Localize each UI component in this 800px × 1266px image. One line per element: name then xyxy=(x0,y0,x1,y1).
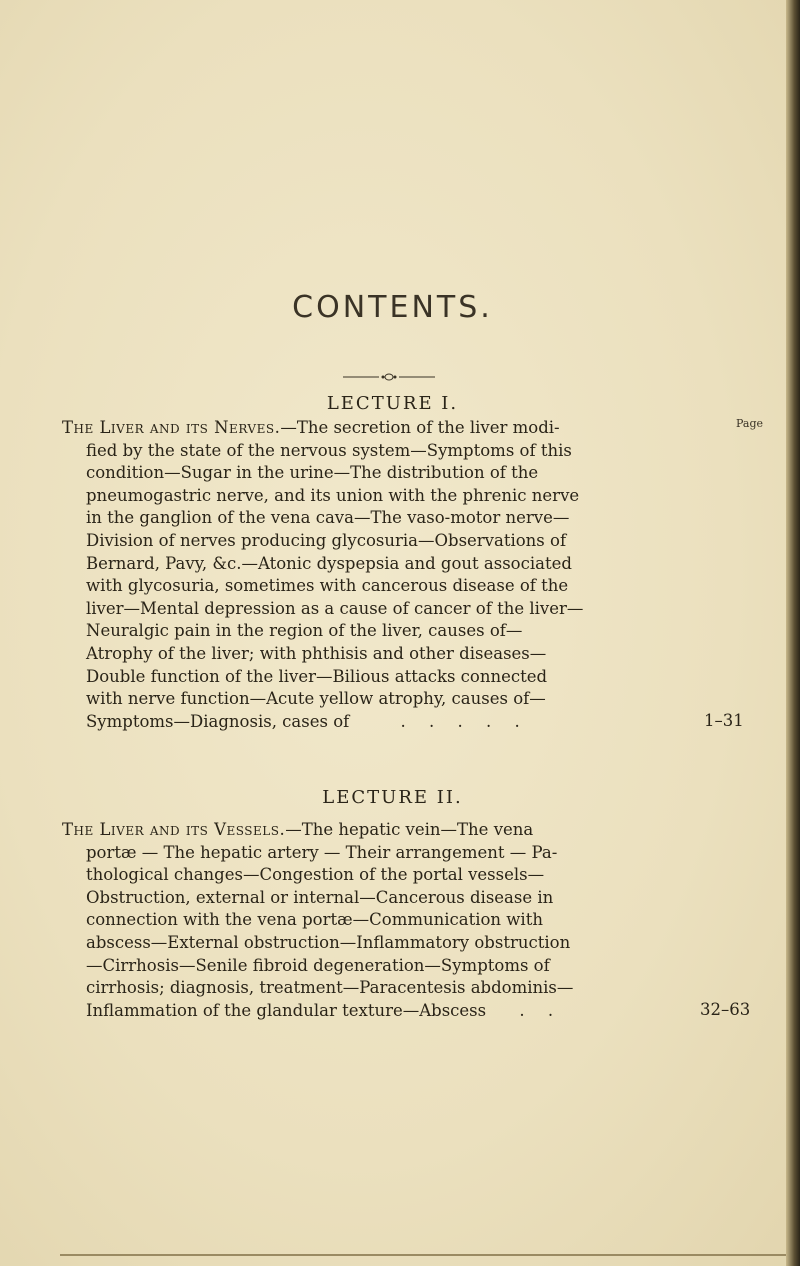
entry-line: in the ganglion of the vena cava—The vaso-motor nerve— xyxy=(86,508,570,528)
entry-line: cirrhosis; diagnosis, treatment—Paracentesis abdominis— xyxy=(86,978,574,998)
lecture-1-entry xyxy=(62,417,750,733)
entry-line: with nerve function—Acute yellow atrophy, causes of— xyxy=(86,689,546,709)
entry-line: abscess—External obstruction—Inflammatory obstruction xyxy=(86,932,571,952)
lecture-2-heading: LECTURE II. xyxy=(322,787,463,808)
dot-leader: . . . . . xyxy=(400,711,529,731)
page-title: CONTENTS. xyxy=(292,290,493,325)
lecture-1-lead: The Liver and its Nerves. xyxy=(62,418,281,437)
dot-leader: . . xyxy=(519,1000,563,1020)
lecture-2-pages: 32–63 xyxy=(700,1000,751,1019)
entry-line: Atrophy of the liver; with phthisis and other diseases— xyxy=(86,643,547,663)
entry-line: fied by the state of the nervous system—Symptoms of this xyxy=(86,440,572,460)
page-edge xyxy=(786,0,800,1266)
lecture-2-entry xyxy=(62,819,750,1022)
entry-line: Bernard, Pavy, &c.—Atonic dyspepsia and gout associated xyxy=(86,553,572,573)
entry-line: portæ — The hepatic artery — Their arrangement — Pa- xyxy=(86,842,558,862)
entry-line: Double function of the liver—Bilious attacks connected xyxy=(86,666,548,686)
entry-line: Inflammation of the glandular texture—Abscess xyxy=(86,1000,487,1020)
lecture-1-heading: LECTURE I. xyxy=(326,393,459,414)
entry-line: with glycosuria, sometimes with cancerous disease of the xyxy=(86,576,569,596)
entry-line: pneumogastric nerve, and its union with the phrenic nerve xyxy=(86,485,580,505)
entry-line: —Cirrhosis—Senile fibroid degeneration—Symptoms of xyxy=(86,955,550,975)
lecture-1-pages: 1–31 xyxy=(704,711,744,730)
page-column-label: Page xyxy=(736,417,764,430)
entry-line: Obstruction, external or internal—Cancerous disease in xyxy=(86,887,554,907)
entry-line: connection with the vena portæ—Communication with xyxy=(86,910,543,930)
entry-line: —The secretion of the liver modi- xyxy=(280,418,560,437)
entry-line: Symptoms—Diagnosis, cases of xyxy=(86,711,350,731)
entry-line: Division of nerves producing glycosuria—Observations of xyxy=(86,530,567,550)
entry-line: liver—Mental depression as a cause of cancer of the liver— xyxy=(86,598,584,618)
entry-line: thological changes—Congestion of the portal vessels— xyxy=(86,865,545,885)
entry-line: Neuralgic pain in the region of the liver, causes of— xyxy=(86,621,523,641)
entry-line: condition—Sugar in the urine—The distribution of the xyxy=(86,463,539,483)
lecture-2-lead: The Liver and its Vessels. xyxy=(62,820,286,839)
bottom-rule xyxy=(60,1254,786,1256)
entry-line: —The hepatic vein—The vena xyxy=(285,820,534,839)
ornament-divider xyxy=(343,372,435,382)
